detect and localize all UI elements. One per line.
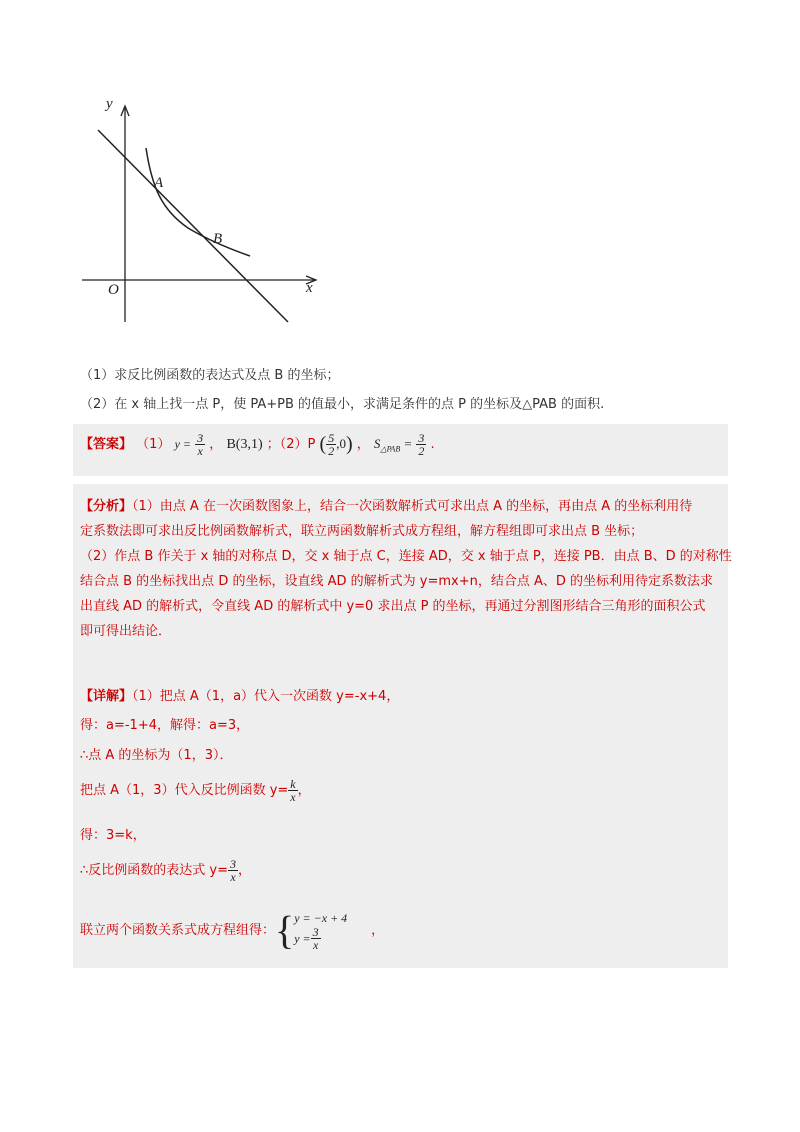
detail-line6: ∴反比例函数的表达式 y= $\frac{3}{x}$ ， (80, 857, 252, 884)
analysis-line3: （2）作点 B 作关于 x 轴的对称点 D，交 x 轴于点 C，连接 AD，交 x 轴于点 P，连接 PB．由点 B、D 的对称性 (80, 549, 732, 564)
analysis-line1: 【分析】（1）由点 A 在一次函数图象上，结合一次函数解析式可求出点 A 的坐标，再由点 A 的坐标利用待 (80, 499, 693, 514)
analysis-section (80, 494, 732, 644)
answer-comma1: ， (209, 437, 223, 452)
x-axis-label: x (306, 280, 313, 296)
answer-p-close: ) (345, 433, 353, 455)
origin-label: O (108, 282, 119, 298)
answer-part1: （1） (136, 437, 171, 452)
equation-system (294, 910, 347, 951)
question-part2: （2）在 x 轴上找一点 P，使 PA+PB 的值最小，求满足条件的点 P 的坐标及△PAB 的面积. (80, 397, 605, 412)
analysis-line6: 即可得出结论． (80, 624, 172, 639)
detail-frac-k-x: $\frac{k}{x}$ (290, 777, 296, 804)
detail-line1: 【详解】（1）把点 A（1，a）代入一次函数 y=-x+4， (80, 689, 400, 704)
answer-b-coord: B(3,1) (226, 437, 263, 452)
detail-frac-3-x: $\frac{3}{x}$ (230, 857, 236, 884)
answer-y-eq: y = (174, 437, 192, 451)
analysis-line4: 结合点 B 的坐标找出点 D 的坐标，设直线 AD 的解析式为 y=mx+n，结合点 A、D 的坐标利用待定系数法求 (80, 574, 714, 589)
detail-line5: 得：3=k， (80, 828, 146, 843)
answer-p-tail: ,0 (336, 436, 346, 451)
answer-p-coord: ( (319, 433, 327, 455)
function-graph (70, 90, 330, 330)
detail-line7: 联立两个函数关系式成方程组得：{ y = −x + 4 y = $\frac{3}{x}$ ， (80, 907, 385, 953)
answer-part2: ；（2）P (266, 437, 316, 452)
answer-comma2: ， (356, 437, 370, 452)
equation-system-brace: { (275, 907, 295, 953)
point-a-label: A (154, 175, 164, 191)
analysis-line5: 出直线 AD 的解析式，令直线 AD 的解析式中 y=0 求出点 P 的坐标，再通过分割图形结合三角形的面积公式 (80, 599, 706, 614)
answer-frac-3-x: $\frac{3}{x}$ (197, 431, 204, 458)
answer-frac-3-2: $\frac{3}{2}$ (418, 431, 425, 458)
answer-tag: 【答案】 (80, 437, 133, 452)
detail-line4: 把点 A（1，3）代入反比例函数 y= $\frac{k}{x}$ ， (80, 777, 311, 804)
point-b-label: B (213, 231, 223, 247)
answer-frac-5-2: $\frac{5}{2}$ (328, 431, 335, 458)
detail-line3: ∴点 A 的坐标为（1，3）． (80, 748, 233, 763)
detail-line2: 得：a=-1+4，解得：a=3， (80, 718, 250, 733)
linear-function-line (98, 130, 288, 322)
question-part1: （1）求反比例函数的表达式及点 B 的坐标； (80, 368, 340, 383)
equation-1: y = −x + 4 (294, 911, 348, 925)
y-axis-label: y (106, 96, 113, 112)
equation-2-frac: $\frac{3}{x}$ (312, 925, 319, 952)
hyperbola-curve (146, 148, 250, 256)
equation-2: y = $\frac{3}{x}$ (294, 925, 319, 952)
analysis-line2: 定系数法即可求出反比例函数解析式，联立两函数解析式成方程组，解方程组即可求出点 B 坐标； (80, 524, 644, 539)
answer-area-label: $S_{\triangle PAB}$ = (373, 436, 413, 454)
answer-line (80, 432, 435, 459)
answer-period: . (430, 437, 435, 452)
